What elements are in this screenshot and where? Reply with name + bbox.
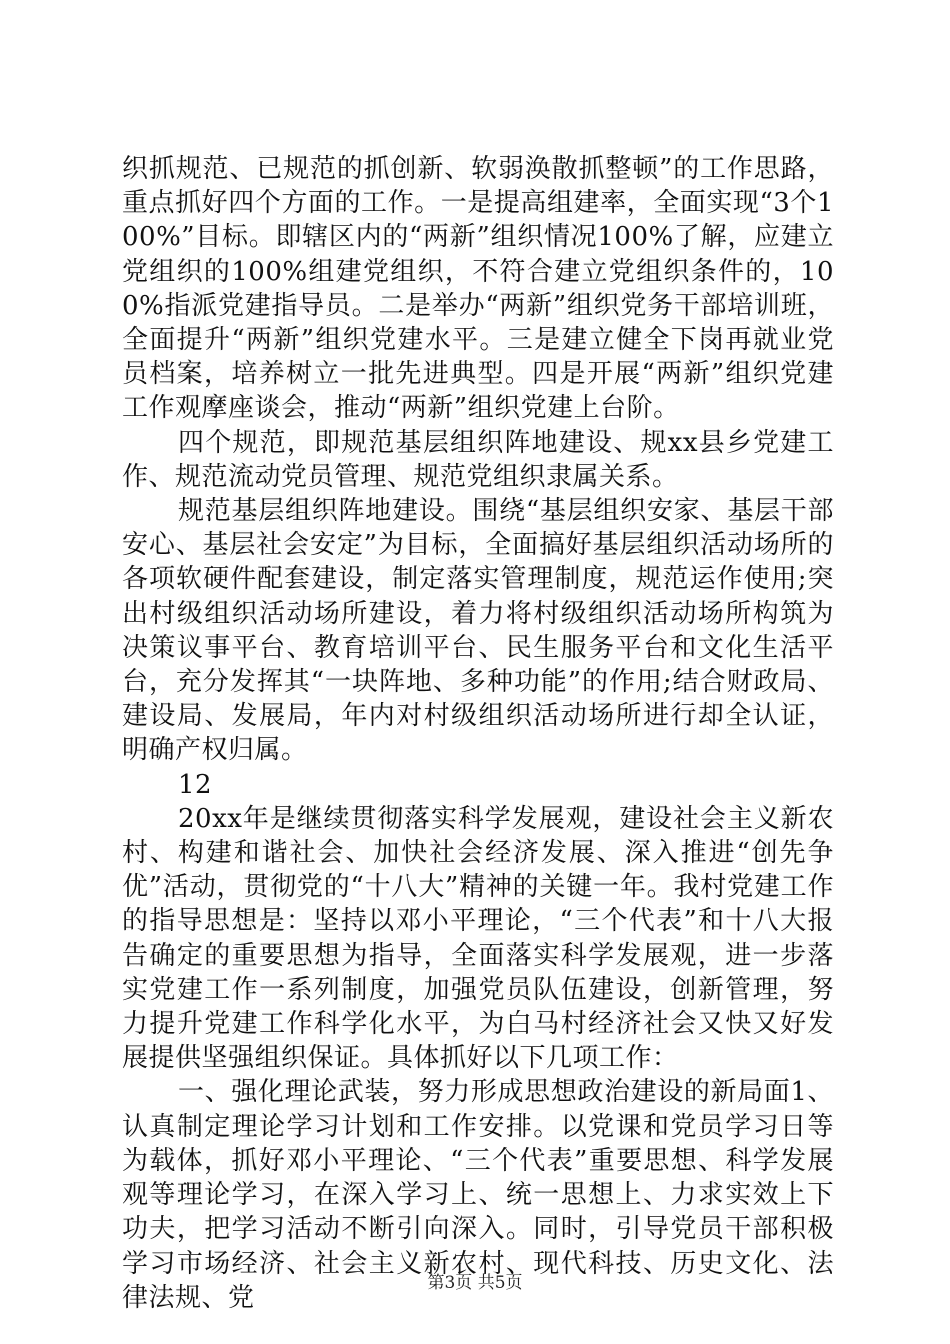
page-number: 第3页 共5页 [427,1273,523,1293]
document-body [122,152,834,1315]
paragraph-5: 20xx年是继续贯彻落实科学发展观，建设社会主义新农村、构建和谐社会、加快社会经济发展、深入推进“创先争优”活动，贯彻党的“十八大”精神的关键一年。我村党建工作的指导思想是：坚持以邓小平理论，“三个代表”和十八大报告确定的重要思想为指导，全面落实科学发展观，进一步落实党建工作一系列制度，加强党员队伍建设，创新管理，努力提升党建工作科学化水平，为白马村经济社会又快又好发展提供坚强组织保证。具体抓好以下几项工作： [122,803,834,1074]
paragraph-6: 一、强化理论武装，努力形成思想政治建设的新局面1、认真制定理论学习计划和工作安排。以党课和党员学习日等为载体，抓好邓小平理论、“三个代表”重要思想、科学发展观等理论学习，在深入学习上、统一思想上、力求实效上下功夫，把学习活动不断引向深入。同时，引导党员干部积极学习市场经济、社会主义新农村、现代科技、历史文化、法律法规、党 [122,1077,834,1313]
paragraph-4: 12 [178,769,213,800]
page-footer [0,1272,950,1294]
paragraph-2: 四个规范，即规范基层组织阵地建设、规xx县乡党建工作、规范流动党员管理、规范党组织隶属关系。 [122,427,834,492]
paragraph-1: 织抓规范、已规范的抓创新、软弱涣散抓整顿”的工作思路，重点抓好四个方面的工作。一是提高组建率，全面实现“3个100%”目标。即辖区内的“两新”组织情况100%了解，应建立党组织的100%组建党组织，不符合建立党组织条件的，100%指派党建指导员。二是举办“两新”组织党务干部培训班，全面提升“两新”组织党建水平。三是建立健全下岗再就业党员档案，培养树立一批先进典型。四是开展“两新”组织党建工作观摩座谈会，推动“两新”组织党建上台阶。 [122,154,834,424]
paragraph-3: 规范基层组织阵地建设。围绕“基层组织安家、基层干部安心、基层社会安定”为目标，全面搞好基层组织活动场所的各项软硬件配套建设，制定落实管理制度，规范运作使用;突出村级组织活动场所建设，着力将村级组织活动场所构筑为决策议事平台、教育培训平台、民生服务平台和文化生活平台，充分发挥其“一块阵地、多种功能”的作用;结合财政局、建设局、发展局，年内对村级组织活动场所进行却全认证，明确产权归属。 [122,496,834,766]
